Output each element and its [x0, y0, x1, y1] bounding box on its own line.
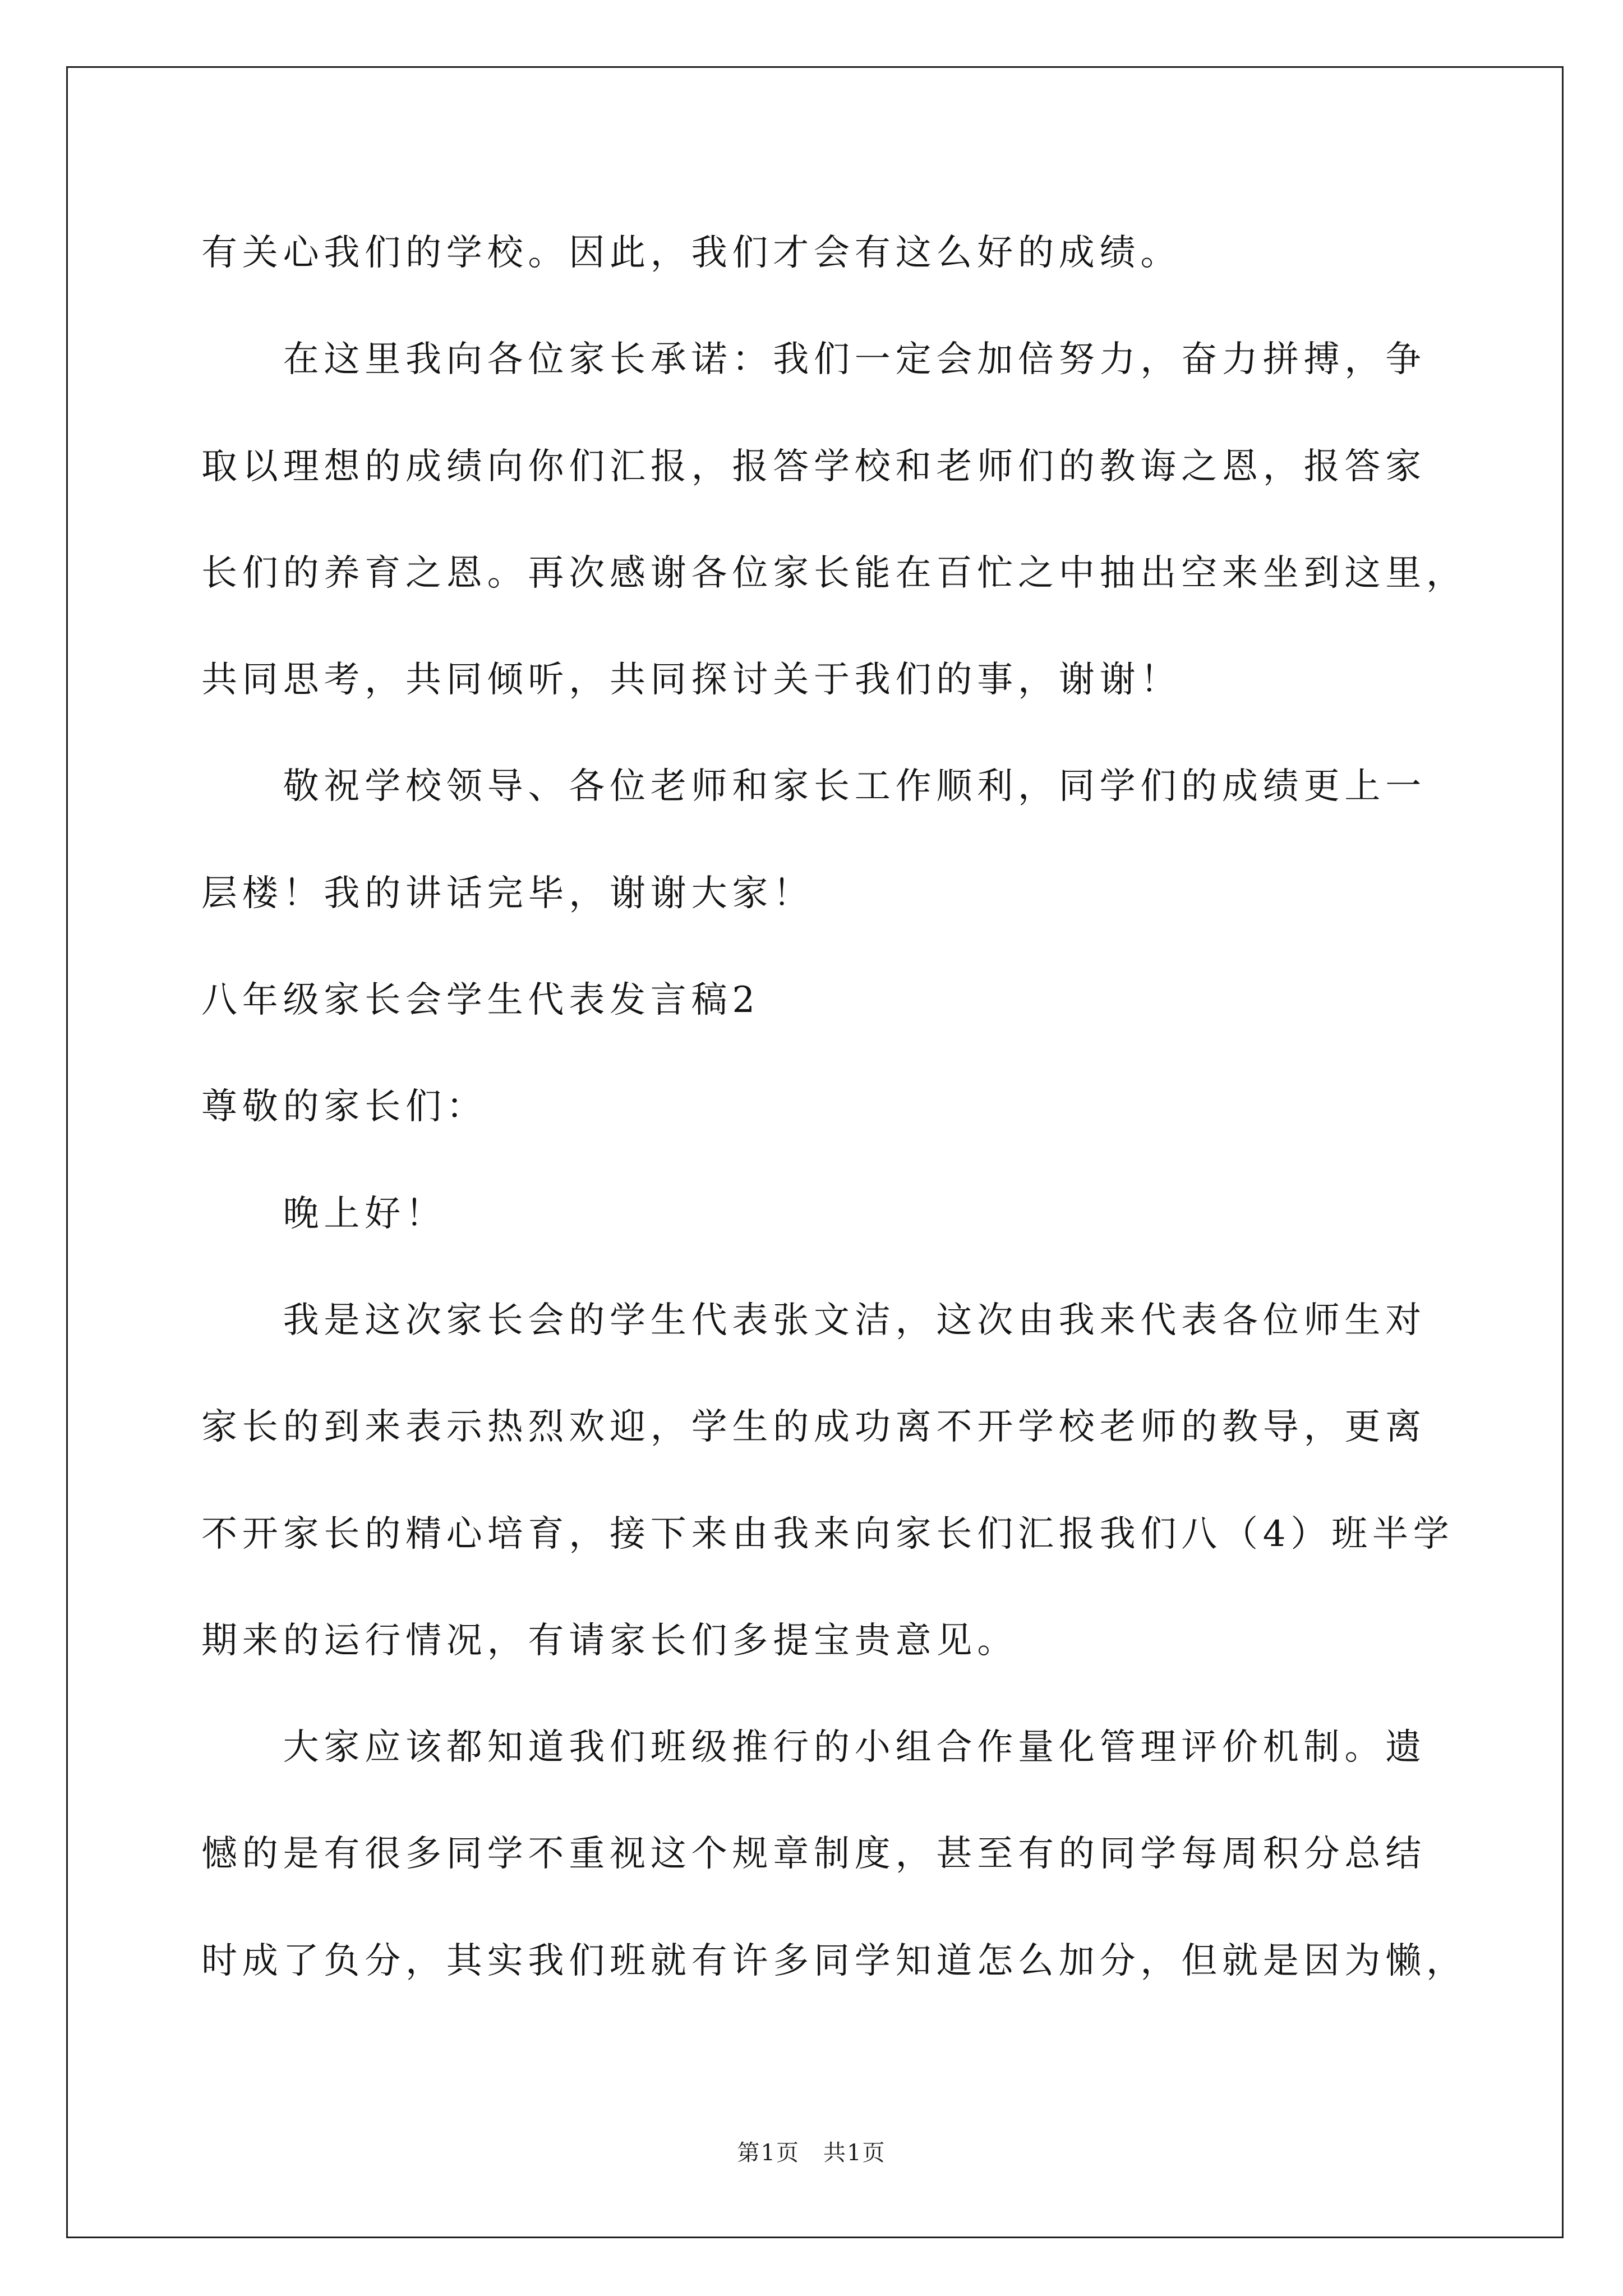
text-line: 有关心我们的学校。因此，我们才会有这么好的成绩。	[201, 232, 1182, 274]
text-line: 共同思考，共同倾听，共同探讨关于我们的事，谢谢！	[201, 659, 1182, 701]
page-number-footer: 第1页 共1页	[737, 2140, 886, 2166]
text-line: 长们的养育之恩。再次感谢各位家长能在百忙之中抽出空来坐到这里，	[201, 552, 1467, 594]
text-line: 敬祝学校领导、各位老师和家长工作顺利，同学们的成绩更上一	[283, 766, 1426, 808]
text-line: 取以理想的成绩向你们汇报，报答学校和老师们的教诲之恩，报答家	[201, 445, 1426, 487]
text-line: 憾的是有很多同学不重视这个规章制度，甚至有的同学每周积分总结	[201, 1833, 1426, 1875]
document-body	[201, 200, 1467, 2014]
salutation: 尊敬的家长们：	[201, 1086, 487, 1128]
text-line: 时成了负分，其实我们班就有许多同学知道怎么加分，但就是因为懒，	[201, 1940, 1467, 1982]
section-heading: 八年级家长会学生代表发言稿2	[201, 979, 760, 1022]
paragraph	[201, 1267, 1467, 1694]
text-line: 不开家长的精心培育，接下来由我来向家长们汇报我们八（4）班半学	[201, 1513, 1454, 1555]
paragraph	[201, 306, 1467, 733]
text-line: 层楼！我的讲话完毕，谢谢大家！	[201, 872, 814, 914]
greeting: 晚上好！	[283, 1193, 446, 1235]
text-line: 家长的到来表示热烈欢迎，学生的成功离不开学校老师的教导，更离	[201, 1406, 1426, 1448]
text-line: 我是这次家长会的学生代表张文洁，这次由我来代表各位师生对	[283, 1299, 1426, 1341]
text-line: 期来的运行情况，有请家长们多提宝贵意见。	[201, 1619, 1018, 1662]
text-line: 大家应该都知道我们班级推行的小组合作量化管理评价机制。遗	[283, 1727, 1426, 1769]
text-line: 在这里我向各位家长承诺：我们一定会加倍努力，奋力拼搏，争	[283, 339, 1426, 381]
paragraph	[201, 733, 1467, 947]
paragraph	[201, 1694, 1467, 2014]
paragraph	[201, 200, 1467, 306]
